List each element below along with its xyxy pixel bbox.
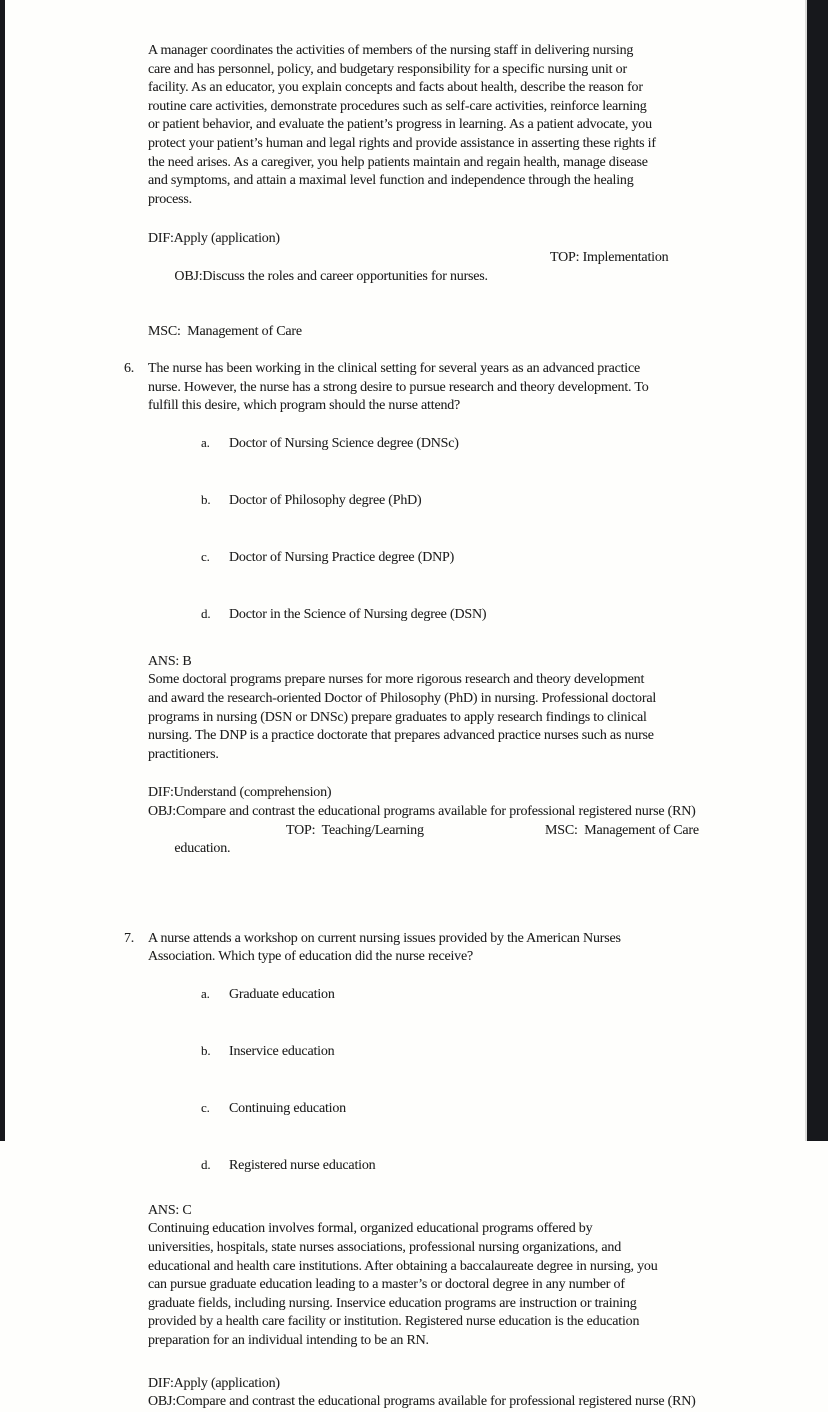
option-c-letter: c. [201, 1099, 210, 1115]
dif-line: DIF:Apply (application) [148, 1375, 280, 1391]
option-b-letter: b. [201, 1043, 211, 1059]
document-content [124, 42, 760, 1412]
option-b-text: Doctor of Philosophy degree (PhD) [229, 493, 422, 509]
option-b-letter: b. [201, 492, 211, 508]
option-d-text: Doctor in the Science of Nursing degree (DSN) [229, 606, 487, 622]
answer-6-label: ANS: B [148, 653, 192, 669]
option-d-letter: d. [201, 605, 211, 621]
question-6-stem: The nurse has been working in the clinical setting for several years as an advanced practice nurse. However, the nurse has a strong desire to pursue research and theory development. To fulfill this desire, which program should the nurse attend? [148, 360, 649, 414]
obj-line-1: OBJ:Compare and contrast the educational programs available for professional registered nurse (RN) [148, 803, 696, 819]
question-7-number: 7. [124, 930, 135, 946]
option-b-text: Inservice education [229, 1044, 335, 1060]
option-d-letter: d. [201, 1156, 211, 1172]
option-d [168, 586, 760, 643]
msc-line: MSC: Management of Care [148, 324, 302, 340]
option-c-text: Doctor of Nursing Practice degree (DNP) [229, 549, 455, 565]
option-a-text: Graduate education [229, 987, 335, 1003]
option-d-text: Registered nurse education [229, 1157, 376, 1173]
answer-7-label: ANS: C [148, 1202, 192, 1218]
answer-6-explanation: Some doctoral programs prepare nurses for more rigorous research and theory development and award the research-oriented Doctor of Philosophy (PhD) in nursing. Professional doctoral programs in nursing (DSN or DNSc) prepare graduates to apply research findings to clinical nursing. The DNP is a practice doctorate that prepares advanced practice nurses such as nurse practitioners. [148, 672, 657, 762]
obj-continuation-text: education. [174, 841, 231, 857]
option-a [168, 967, 760, 1024]
option-a-text: Doctor of Nursing Science degree (DNSc) [229, 436, 459, 452]
answer-block-6 [148, 653, 760, 765]
option-a-letter: a. [201, 435, 210, 451]
option-a [168, 416, 760, 473]
option-d [168, 1137, 760, 1194]
question-7-options [168, 967, 760, 1194]
dif-line: DIF:Apply (application) [148, 231, 280, 247]
question-6 [124, 360, 760, 643]
option-a-letter: a. [201, 986, 210, 1002]
question-7 [124, 930, 760, 1194]
intro-paragraph: A manager coordinates the activities of members of the nursing staff in delivering nursing care and has personnel, policy, and budgetary responsibility for a specific nursing unit or facility. As an educator, you explain concepts and facts about health, describe the reason for routine care activities, demonstrate procedures such as self-care activities, reinforce learning or patient behavior, and evaluate the patient’s progress in learning. As a patient advocate, you protect your patient’s human and legal rights and provide assistance in asserting these rights if the need arises. As a caregiver, you help patients maintain and regain health, manage disease and symptoms, and attain a maximal level function and independence through the healing process. [148, 43, 656, 207]
obj-line-2 [148, 822, 760, 915]
page-right-edge [805, 0, 828, 1141]
obj-line: OBJ:Compare and contrast the educational programs available for professional registered nurse (RN) [148, 1394, 696, 1410]
meta-block-2 [148, 784, 760, 914]
obj-line [148, 249, 760, 323]
question-7-stem: A nurse attends a workshop on current nursing issues provided by the American Nurses Association. Which type of education did the nurse receive? [148, 930, 621, 965]
page-left-edge [0, 0, 5, 1141]
option-b [168, 1024, 760, 1081]
meta-block-3 [148, 1375, 760, 1412]
option-c-text: Continuing education [229, 1100, 346, 1116]
top-text: TOP: Teaching/Learning [286, 822, 424, 838]
question-6-number: 6. [124, 360, 135, 376]
option-c [168, 1080, 760, 1137]
dif-line: DIF:Understand (comprehension) [148, 785, 332, 801]
answer-7-explanation: Continuing education involves formal, organized educational programs offered by universities, hospitals, state nurses associations, professional nursing organizations, and educational and health care institutions. After obtaining a baccalaureate degree in nursing, you can pursue graduate education leading to a master’s or doctoral degree in any number of graduate fields, including nursing. Inservice education programs are instruction or training provided by a health care facility or institution. Registered nurse education is the education preparation for an individual intending to be an RN. [148, 1221, 658, 1348]
obj-text: OBJ:Discuss the roles and career opportunities for nurses. [174, 268, 488, 284]
option-c [168, 529, 760, 586]
answer-block-7 [148, 1202, 760, 1351]
option-b [168, 472, 760, 529]
top-text: TOP: Implementation [550, 249, 669, 265]
meta-block-1 [148, 230, 760, 342]
option-c-letter: c. [201, 548, 210, 564]
msc-text: MSC: Management of Care [545, 822, 699, 838]
question-6-options [168, 416, 760, 643]
